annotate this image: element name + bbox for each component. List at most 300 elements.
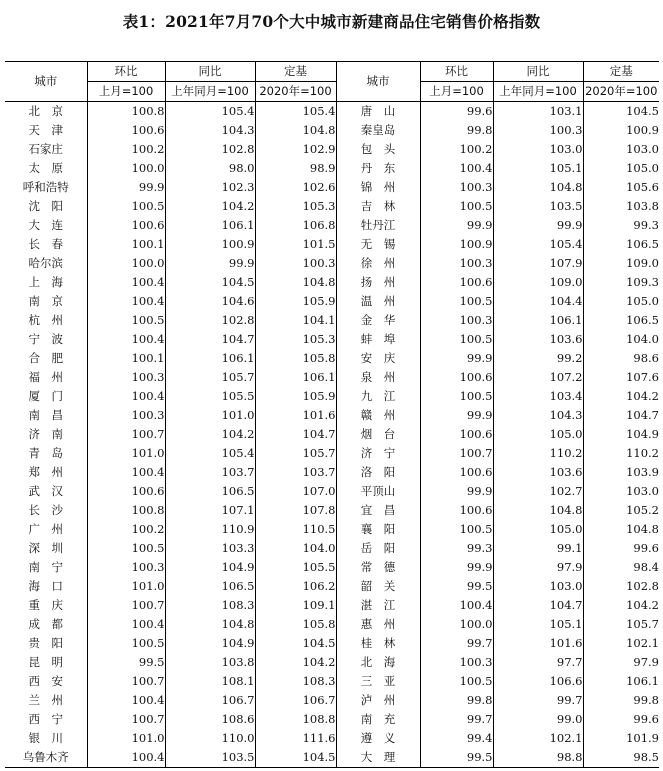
- table-row: [5, 406, 659, 425]
- table-row: [5, 539, 659, 558]
- city-label: 南 充: [360, 712, 396, 726]
- yoy-value-right: 103.5: [493, 197, 583, 216]
- base-value-left: 104.0: [255, 539, 336, 558]
- mom-value-right: 99.9: [420, 482, 493, 501]
- city-label: 兰 州: [28, 693, 63, 707]
- base-value-left: 105.8: [255, 615, 336, 634]
- yoy-value-left: 102.3: [165, 178, 255, 197]
- base-value-right: 102.1: [583, 634, 659, 653]
- yoy-value-left: 106.5: [165, 577, 255, 596]
- base-value-right: 106.5: [583, 311, 659, 330]
- city-label: 温 州: [360, 294, 396, 308]
- yoy-value-right: 97.7: [493, 653, 583, 672]
- city-label: 哈尔滨: [28, 256, 63, 270]
- table-row: [5, 748, 659, 768]
- city-name-right: [336, 349, 420, 368]
- mom-value-left: 100.7: [87, 425, 165, 444]
- city-name-left: [5, 539, 87, 558]
- yoy-value-right: 103.6: [493, 463, 583, 482]
- base-value-left: 110.5: [255, 520, 336, 539]
- table-row: [5, 273, 659, 292]
- page-title: 表1：2021年7月70个大中城市新建商品住宅销售价格指数: [122, 12, 541, 31]
- base-value-right: 98.4: [583, 558, 659, 577]
- city-name-left: [5, 254, 87, 273]
- city-label: 赣 州: [360, 408, 396, 422]
- yoy-value-right: 102.7: [493, 482, 583, 501]
- yoy-value-right: 104.4: [493, 292, 583, 311]
- city-label: 长 春: [28, 237, 63, 251]
- city-label: 蚌 埠: [360, 332, 396, 346]
- base-value-right: 101.9: [583, 729, 659, 748]
- yoy-value-right: 103.0: [493, 577, 583, 596]
- table-row: [5, 235, 659, 254]
- city-name-left: [5, 387, 87, 406]
- base-value-left: 109.1: [255, 596, 336, 615]
- mom-value-right: 99.9: [420, 349, 493, 368]
- mom-value-right: 100.4: [420, 596, 493, 615]
- base-value-left: 105.8: [255, 349, 336, 368]
- mom-value-left: 100.6: [87, 121, 165, 140]
- city-label: 郑 州: [28, 465, 63, 479]
- yoy-value-left: 103.8: [165, 653, 255, 672]
- city-label: 西 安: [28, 674, 63, 688]
- city-label: 银 川: [28, 731, 63, 745]
- base-value-left: 100.3: [255, 254, 336, 273]
- base-value-left: 104.1: [255, 311, 336, 330]
- base-value-right: 98.5: [583, 748, 659, 768]
- city-name-left: [5, 520, 87, 539]
- city-name-right: [336, 102, 420, 122]
- city-name-right: [336, 539, 420, 558]
- city-label: 济 南: [28, 427, 63, 441]
- city-label: 泸 州: [360, 693, 396, 707]
- city-label: 呼和浩特: [22, 180, 69, 194]
- mom-value-left: 100.4: [87, 748, 165, 768]
- city-label: 深 圳: [28, 541, 63, 555]
- mom-value-left: 100.4: [87, 330, 165, 349]
- city-label: 桂 林: [360, 636, 396, 650]
- city-label: 岳 阳: [360, 541, 396, 555]
- base-value-right: 106.1: [583, 672, 659, 691]
- yoy-value-left: 104.8: [165, 615, 255, 634]
- city-label: 韶 关: [360, 579, 396, 593]
- city-label: 扬 州: [360, 275, 396, 289]
- city-name-right: [336, 729, 420, 748]
- city-name-left: [5, 482, 87, 501]
- table-row: [5, 710, 659, 729]
- yoy-value-right: 104.3: [493, 406, 583, 425]
- mom-value-left: 99.5: [87, 653, 165, 672]
- yoy-value-left: 108.6: [165, 710, 255, 729]
- yoy-value-left: 104.6: [165, 292, 255, 311]
- mom-value-right: 100.7: [420, 444, 493, 463]
- base-value-right: 104.8: [583, 520, 659, 539]
- city-name-right: [336, 501, 420, 520]
- city-label: 杭 州: [28, 313, 63, 327]
- yoy-value-right: 110.2: [493, 444, 583, 463]
- base-value-left: 106.7: [255, 691, 336, 710]
- mom-value-right: 99.3: [420, 539, 493, 558]
- mom-value-right: 100.3: [420, 178, 493, 197]
- base-value-left: 102.9: [255, 140, 336, 159]
- base-value-right: 107.6: [583, 368, 659, 387]
- city-name-left: [5, 425, 87, 444]
- base-value-right: 106.5: [583, 235, 659, 254]
- yoy-value-left: 102.8: [165, 140, 255, 159]
- city-name-left: [5, 235, 87, 254]
- table-row: [5, 482, 659, 501]
- yoy-value-left: 110.0: [165, 729, 255, 748]
- mom-value-left: 99.9: [87, 178, 165, 197]
- base-value-right: 110.2: [583, 444, 659, 463]
- city-name-right: [336, 197, 420, 216]
- base-value-right: 103.0: [583, 140, 659, 159]
- city-name-right: [336, 330, 420, 349]
- yoy-value-left: 101.0: [165, 406, 255, 425]
- city-name-left: [5, 121, 87, 140]
- header-base-right: 定基: [583, 62, 659, 82]
- base-value-right: 98.6: [583, 349, 659, 368]
- base-value-right: 99.3: [583, 216, 659, 235]
- city-label: 平顶山: [360, 484, 396, 498]
- mom-value-left: 101.0: [87, 444, 165, 463]
- city-label: 长 沙: [28, 503, 63, 517]
- base-value-left: 104.8: [255, 273, 336, 292]
- city-label: 重 庆: [28, 598, 63, 612]
- mom-value-right: 100.5: [420, 330, 493, 349]
- mom-value-right: 100.4: [420, 159, 493, 178]
- mom-value-right: 100.6: [420, 501, 493, 520]
- city-name-left: [5, 501, 87, 520]
- city-label: 襄 阳: [360, 522, 396, 536]
- yoy-value-right: 97.9: [493, 558, 583, 577]
- yoy-value-left: 100.9: [165, 235, 255, 254]
- city-name-left: [5, 406, 87, 425]
- table-row: [5, 368, 659, 387]
- city-name-left: [5, 444, 87, 463]
- city-label: 福 州: [28, 370, 63, 384]
- city-label: 合 肥: [28, 351, 63, 365]
- city-name-right: [336, 406, 420, 425]
- city-label: 泉 州: [360, 370, 396, 384]
- city-name-left: [5, 178, 87, 197]
- city-label: 沈 阳: [28, 199, 63, 213]
- yoy-value-left: 104.2: [165, 425, 255, 444]
- mom-value-right: 100.6: [420, 463, 493, 482]
- base-value-left: 105.9: [255, 292, 336, 311]
- mom-value-right: 100.6: [420, 425, 493, 444]
- mom-value-left: 100.1: [87, 235, 165, 254]
- base-value-left: 104.7: [255, 425, 336, 444]
- city-name-right: [336, 672, 420, 691]
- table-row: [5, 349, 659, 368]
- city-label: 无 锡: [360, 237, 396, 251]
- yoy-value-right: 104.8: [493, 501, 583, 520]
- city-name-left: [5, 691, 87, 710]
- yoy-value-right: 105.0: [493, 425, 583, 444]
- table-row: [5, 672, 659, 691]
- city-name-left: [5, 102, 87, 122]
- city-label: 遵 义: [360, 731, 396, 745]
- table-row: [5, 121, 659, 140]
- mom-value-right: 99.9: [420, 406, 493, 425]
- mom-value-right: 100.2: [420, 140, 493, 159]
- city-name-right: [336, 691, 420, 710]
- price-index-table: [5, 61, 659, 768]
- city-name-left: [5, 140, 87, 159]
- city-label: 牡丹江: [360, 218, 396, 232]
- city-label: 锦 州: [360, 180, 396, 194]
- city-name-right: [336, 653, 420, 672]
- mom-value-left: 100.6: [87, 482, 165, 501]
- mom-value-right: 99.5: [420, 748, 493, 768]
- yoy-value-left: 103.3: [165, 539, 255, 558]
- mom-value-right: 99.8: [420, 121, 493, 140]
- yoy-value-right: 105.1: [493, 615, 583, 634]
- city-label: 济 宁: [360, 446, 396, 460]
- mom-value-left: 100.7: [87, 596, 165, 615]
- base-value-left: 104.5: [255, 748, 336, 768]
- mom-value-right: 100.5: [420, 292, 493, 311]
- mom-value-left: 100.4: [87, 463, 165, 482]
- yoy-value-left: 105.4: [165, 444, 255, 463]
- city-name-left: [5, 634, 87, 653]
- base-value-left: 105.3: [255, 330, 336, 349]
- city-name-right: [336, 748, 420, 768]
- city-name-left: [5, 292, 87, 311]
- base-value-left: 103.7: [255, 463, 336, 482]
- table-row: [5, 159, 659, 178]
- city-name-right: [336, 577, 420, 596]
- yoy-value-right: 109.0: [493, 273, 583, 292]
- city-label: 成 都: [28, 617, 63, 631]
- mom-value-left: 100.4: [87, 691, 165, 710]
- city-name-right: [336, 368, 420, 387]
- city-label: 烟 台: [360, 427, 396, 441]
- yoy-value-right: 98.8: [493, 748, 583, 768]
- yoy-value-left: 105.5: [165, 387, 255, 406]
- mom-value-right: 100.6: [420, 368, 493, 387]
- city-name-left: [5, 273, 87, 292]
- city-name-left: [5, 729, 87, 748]
- subheader-yoy-right: 上年同月=100: [493, 82, 583, 102]
- yoy-value-left: 102.8: [165, 311, 255, 330]
- city-label: 昆 明: [28, 655, 63, 669]
- mom-value-right: 100.5: [420, 672, 493, 691]
- yoy-value-right: 99.9: [493, 216, 583, 235]
- city-name-left: [5, 311, 87, 330]
- table-row: [5, 425, 659, 444]
- base-value-right: 103.8: [583, 197, 659, 216]
- subheader-mom-right: 上月=100: [420, 82, 493, 102]
- city-label: 湛 江: [360, 598, 396, 612]
- table-row: [5, 615, 659, 634]
- yoy-value-left: 104.3: [165, 121, 255, 140]
- mom-value-left: 100.3: [87, 406, 165, 425]
- base-value-right: 97.9: [583, 653, 659, 672]
- yoy-value-left: 106.7: [165, 691, 255, 710]
- yoy-value-left: 106.1: [165, 349, 255, 368]
- table-row: [5, 216, 659, 235]
- mom-value-left: 100.5: [87, 539, 165, 558]
- header-mom-right: 环比: [420, 62, 493, 82]
- yoy-value-right: 107.9: [493, 254, 583, 273]
- city-name-left: [5, 615, 87, 634]
- mom-value-left: 100.8: [87, 102, 165, 122]
- city-name-left: [5, 197, 87, 216]
- base-value-left: 101.6: [255, 406, 336, 425]
- city-label: 三 亚: [360, 674, 396, 688]
- city-label: 九 江: [360, 389, 396, 403]
- base-value-left: 104.2: [255, 653, 336, 672]
- yoy-value-right: 100.3: [493, 121, 583, 140]
- yoy-value-right: 105.4: [493, 235, 583, 254]
- city-name-left: [5, 653, 87, 672]
- city-label: 惠 州: [360, 617, 396, 631]
- header-city-left: 城市: [5, 62, 87, 102]
- mom-value-left: 100.2: [87, 520, 165, 539]
- yoy-value-left: 104.9: [165, 634, 255, 653]
- base-value-right: 104.9: [583, 425, 659, 444]
- city-label: 安 庆: [360, 351, 396, 365]
- mom-value-right: 100.5: [420, 520, 493, 539]
- yoy-value-right: 104.8: [493, 178, 583, 197]
- mom-value-left: 100.6: [87, 216, 165, 235]
- city-label: 青 岛: [28, 446, 63, 460]
- mom-value-left: 100.1: [87, 349, 165, 368]
- city-name-left: [5, 672, 87, 691]
- yoy-value-left: 105.7: [165, 368, 255, 387]
- yoy-value-right: 99.0: [493, 710, 583, 729]
- city-label: 秦皇岛: [360, 123, 396, 137]
- base-value-right: 105.7: [583, 615, 659, 634]
- table-row: [5, 634, 659, 653]
- city-name-right: [336, 387, 420, 406]
- city-name-right: [336, 311, 420, 330]
- yoy-value-left: 103.7: [165, 463, 255, 482]
- base-value-left: 102.6: [255, 178, 336, 197]
- base-value-right: 99.6: [583, 710, 659, 729]
- yoy-value-left: 108.1: [165, 672, 255, 691]
- city-label: 吉 林: [360, 199, 396, 213]
- table-row: [5, 292, 659, 311]
- city-name-right: [336, 710, 420, 729]
- city-name-right: [336, 140, 420, 159]
- city-label: 天 津: [28, 123, 63, 137]
- base-value-right: 105.0: [583, 292, 659, 311]
- yoy-value-right: 106.6: [493, 672, 583, 691]
- base-value-left: 108.8: [255, 710, 336, 729]
- yoy-value-left: 104.9: [165, 558, 255, 577]
- table-row: [5, 254, 659, 273]
- yoy-value-left: 106.5: [165, 482, 255, 501]
- yoy-value-left: 103.5: [165, 748, 255, 768]
- mom-value-right: 99.4: [420, 729, 493, 748]
- mom-value-left: 100.2: [87, 140, 165, 159]
- mom-value-right: 99.8: [420, 691, 493, 710]
- city-name-left: [5, 577, 87, 596]
- base-value-right: 104.7: [583, 406, 659, 425]
- city-name-right: [336, 520, 420, 539]
- city-name-left: [5, 159, 87, 178]
- city-label: 广 州: [28, 522, 63, 536]
- yoy-value-right: 105.1: [493, 159, 583, 178]
- base-value-right: 105.0: [583, 159, 659, 178]
- mom-value-left: 100.7: [87, 672, 165, 691]
- mom-value-right: 100.3: [420, 653, 493, 672]
- base-value-left: 101.5: [255, 235, 336, 254]
- base-value-left: 105.7: [255, 444, 336, 463]
- base-value-right: 109.0: [583, 254, 659, 273]
- city-label: 上 海: [28, 275, 63, 289]
- city-name-left: [5, 330, 87, 349]
- city-label: 北 海: [360, 655, 396, 669]
- city-name-right: [336, 273, 420, 292]
- city-name-left: [5, 748, 87, 768]
- table-row: [5, 330, 659, 349]
- mom-value-right: 99.9: [420, 558, 493, 577]
- city-name-right: [336, 463, 420, 482]
- yoy-value-right: 99.2: [493, 349, 583, 368]
- city-label: 南 昌: [28, 408, 63, 422]
- header-city-right: 城市: [336, 62, 420, 102]
- yoy-value-right: 99.1: [493, 539, 583, 558]
- base-value-left: 105.5: [255, 558, 336, 577]
- base-value-right: 109.3: [583, 273, 659, 292]
- mom-value-left: 100.4: [87, 292, 165, 311]
- table-row: [5, 653, 659, 672]
- city-name-right: [336, 425, 420, 444]
- city-name-left: [5, 216, 87, 235]
- yoy-value-left: 105.4: [165, 102, 255, 122]
- yoy-value-left: 104.2: [165, 197, 255, 216]
- yoy-value-left: 107.1: [165, 501, 255, 520]
- city-name-left: [5, 596, 87, 615]
- city-name-right: [336, 634, 420, 653]
- city-label: 厦 门: [28, 389, 63, 403]
- table-row: [5, 596, 659, 615]
- mom-value-left: 100.5: [87, 311, 165, 330]
- city-name-right: [336, 444, 420, 463]
- table-row: [5, 178, 659, 197]
- yoy-value-right: 101.6: [493, 634, 583, 653]
- city-label: 宁 波: [28, 332, 63, 346]
- yoy-value-right: 103.0: [493, 140, 583, 159]
- base-value-left: 108.3: [255, 672, 336, 691]
- city-label: 太 原: [28, 161, 63, 175]
- base-value-right: 105.6: [583, 178, 659, 197]
- header-base-left: 定基: [255, 62, 336, 82]
- base-value-left: 98.9: [255, 159, 336, 178]
- mom-value-left: 100.3: [87, 558, 165, 577]
- mom-value-right: 100.6: [420, 273, 493, 292]
- base-value-right: 104.2: [583, 596, 659, 615]
- yoy-value-left: 106.1: [165, 216, 255, 235]
- city-name-right: [336, 235, 420, 254]
- yoy-value-right: 99.7: [493, 691, 583, 710]
- mom-value-left: 100.4: [87, 387, 165, 406]
- header-mom-left: 环比: [87, 62, 165, 82]
- base-value-right: 105.2: [583, 501, 659, 520]
- base-value-left: 105.3: [255, 197, 336, 216]
- city-label: 海 口: [28, 579, 63, 593]
- table-row: [5, 729, 659, 748]
- table-row: [5, 140, 659, 159]
- table-row: [5, 311, 659, 330]
- city-label: 石家庄: [28, 142, 63, 156]
- mom-value-right: 99.7: [420, 634, 493, 653]
- yoy-value-right: 103.6: [493, 330, 583, 349]
